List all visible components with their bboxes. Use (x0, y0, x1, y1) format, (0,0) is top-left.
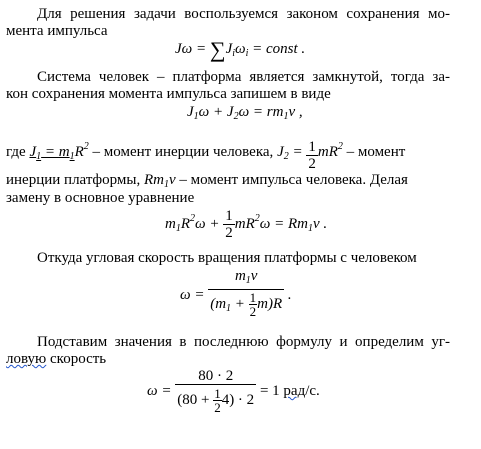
paragraph-7-line-1: Подставим значения в последнюю формулу и определим уг- (37, 334, 450, 350)
paragraph-4-line-1: инерции платформы, $Rm_1v$ – момент импульса человека. Делая (6, 172, 408, 190)
paragraph-2-line-2: кон сохранения момента импульса запишем в виде (6, 86, 331, 102)
equation-angular-velocity: ω = $m_1v$ ($m_1$ + $\frac{1}{2}$ m)R . (180, 268, 292, 320)
paragraph-2-line-1: Система человек – платформа является замкнутой, тогда за- (37, 69, 450, 85)
paragraph-3-line-1: где $J_1 = m_1R^2$ – момент инерции человека, $J_2$ = $\frac{1}{2}$ $mR^2$ – момент (6, 139, 406, 172)
paragraph-1-line-1: Для решения задачи воспользуемся законом сохранения мо- (37, 6, 450, 22)
equation-substituted: $m_1R^2\omega$ + $\frac{1}{2}$ $mR^2\omega = Rm_1v$ . (165, 208, 328, 241)
equation-angular-momentum-conservation: $J\omega = \sum J_i\omega_i$ = const . (175, 37, 306, 62)
equation-system-momentum: $J_1\omega + J_2\omega = rm_1v$ , (187, 104, 303, 122)
paragraph-7-line-2: ловую скорость (6, 351, 107, 367)
paragraph-5-line-1: замену в основное уравнение (6, 190, 195, 206)
paragraph-6-line-1: Откуда угловая скорость вращения платформы с человеком (37, 250, 417, 266)
paragraph-1-line-2: мента импульса (6, 23, 108, 39)
equation-numeric-result: ω = 80 · 2 (80 + $\frac{1}{2}$ 4) · 2 = 1 рад/с. (147, 368, 320, 416)
